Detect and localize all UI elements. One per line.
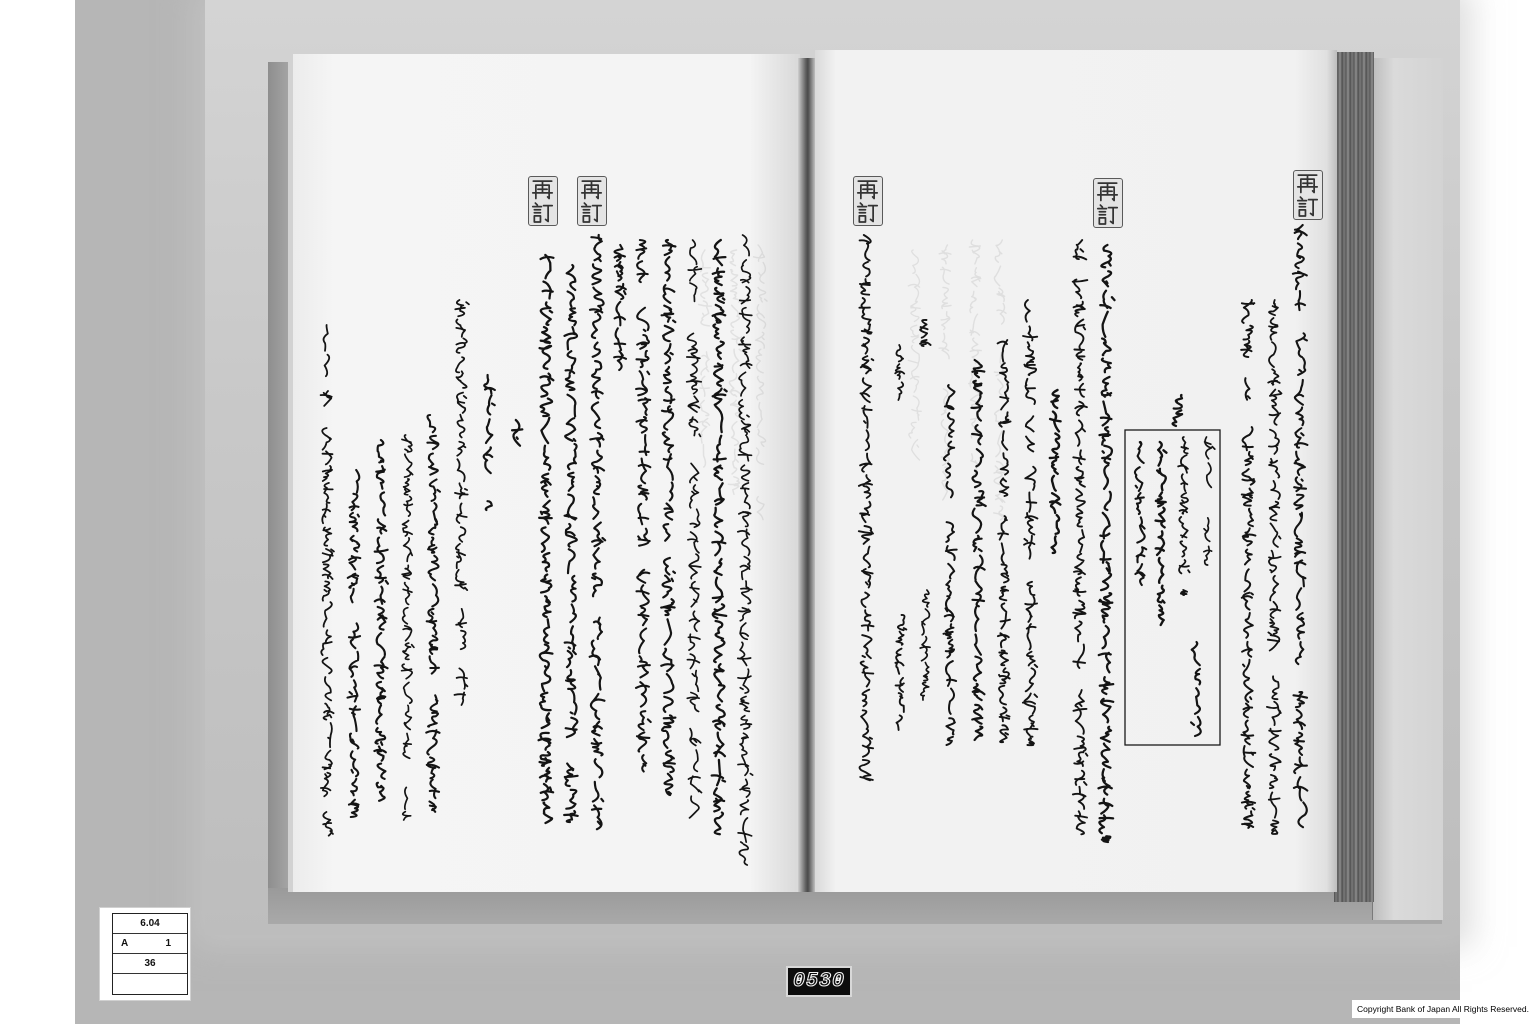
label-series-number: 1 <box>165 938 171 949</box>
stamp-glyph-sai <box>582 181 601 198</box>
stamp-glyph-tei <box>858 203 877 222</box>
label-series: A <box>121 938 129 949</box>
frame-number: 0530 <box>786 966 852 997</box>
label-row-3 <box>113 954 187 974</box>
label-row-2 <box>113 934 187 954</box>
stamp-glyph-tei <box>1298 197 1317 216</box>
book-gutter <box>798 58 816 892</box>
stamp-glyph-sai <box>1098 183 1117 200</box>
label-table <box>112 913 188 995</box>
label-row-4 <box>113 974 187 993</box>
label-row-1 <box>113 914 187 934</box>
stamp-glyph-sai <box>1298 175 1317 192</box>
stamp-glyph-tei <box>1098 205 1117 224</box>
book-cover-bottom-edge <box>268 888 1442 924</box>
revision-stamp <box>1293 170 1323 220</box>
stamp-glyph-tei <box>533 203 552 222</box>
revision-stamp <box>577 176 607 226</box>
label-classification: 6.04 <box>140 918 160 929</box>
page-stack-edge <box>1334 52 1374 902</box>
revision-stamp <box>1093 178 1123 228</box>
revision-stamp <box>528 176 558 226</box>
copyright-notice: Copyright Bank of Japan All Rights Reserved. <box>1352 1000 1536 1018</box>
book-cover-right <box>1372 58 1443 920</box>
revision-stamp <box>853 176 883 226</box>
right-page <box>815 50 1337 892</box>
label-volume: 36 <box>144 958 156 969</box>
stamp-glyph-sai <box>858 181 877 198</box>
archive-label-card <box>100 908 190 1000</box>
stamp-glyph-tei <box>582 203 601 222</box>
stamp-glyph-sai <box>533 181 552 198</box>
